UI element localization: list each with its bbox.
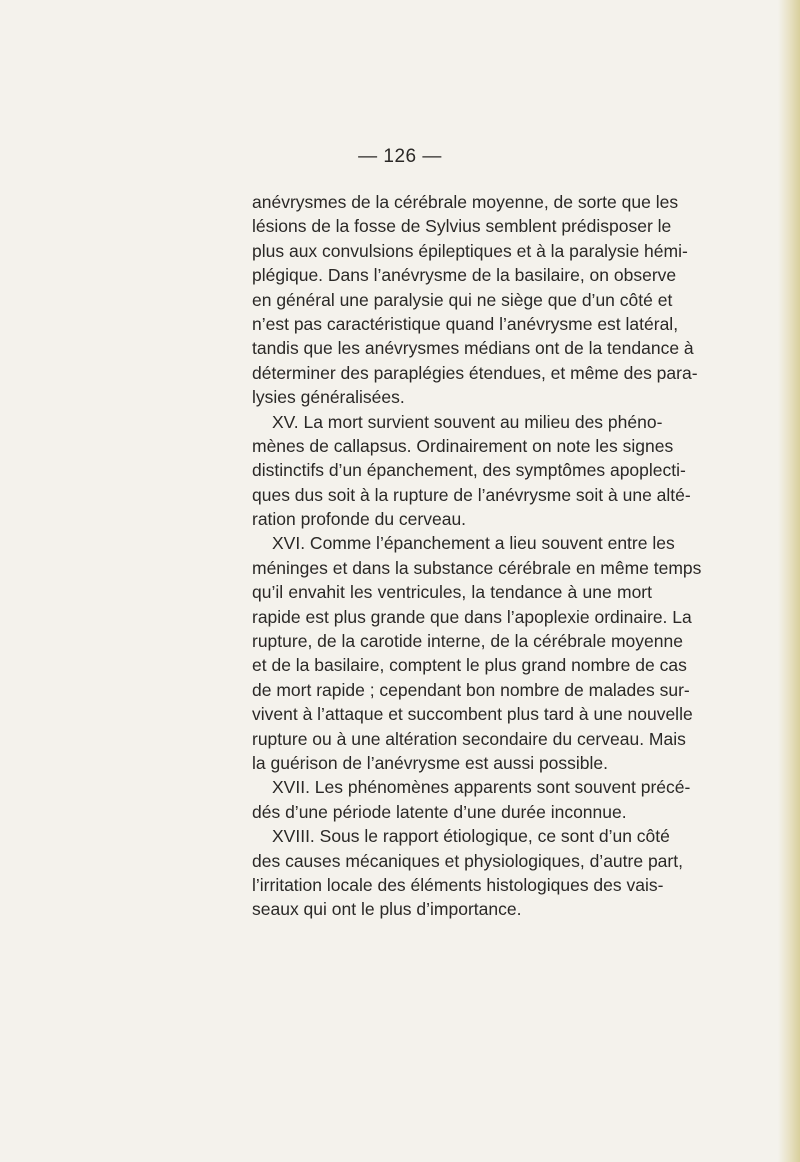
text-line: plus aux convulsions épileptiques et à la paralysie hémi-: [252, 240, 688, 261]
text-line: XVIII. Sous le rapport étiologique, ce sont d’un côté: [272, 826, 670, 847]
page-number: — 126 —: [358, 146, 442, 167]
text-line: rapide est plus grande que dans l’apoplexie ordinaire. La: [252, 606, 692, 627]
text-line: déterminer des paraplégies étendues, et même des para-: [252, 362, 698, 383]
text-line: l’irritation locale des éléments histologiques des vais-: [252, 874, 664, 895]
text-line: rupture, de la carotide interne, de la cérébrale moyenne: [252, 631, 683, 652]
text-line: dés d’une période latente d’une durée inconnue.: [252, 801, 627, 822]
text-line: XVI. Comme l’épanchement a lieu souvent entre les: [272, 533, 675, 554]
text-line: ration profonde du cerveau.: [252, 509, 467, 530]
text-line: lysies généralisées.: [252, 387, 405, 408]
page-edge: [778, 0, 800, 1162]
text-line: plégique. Dans l’anévrysme de la basilaire, on observe: [252, 265, 677, 286]
text-line: et de la basilaire, comptent le plus grand nombre de cas: [252, 655, 687, 676]
text-line: rupture ou à une altération secondaire du cerveau. Mais: [252, 728, 686, 749]
text-line: distinctifs d’un épanchement, des symptômes apoplecti-: [252, 460, 686, 481]
text-line: en général une paralysie qui ne siège que d’un côté et: [252, 289, 673, 310]
text-line: seaux qui ont le plus d’importance.: [252, 899, 522, 920]
text-line: la guérison de l’anévrysme est aussi possible.: [252, 752, 609, 773]
text-line: XVII. Les phénomènes apparents sont souvent précé-: [272, 777, 691, 798]
text-line: ques dus soit à la rupture de l’anévrysme soit à une alté-: [252, 484, 691, 505]
text-line: méninges et dans la substance cérébrale en même temps: [252, 557, 702, 578]
text-line: qu’il envahit les ventricules, la tendance à une mort: [252, 582, 652, 603]
text-line: lésions de la fosse de Sylvius semblent prédisposer le: [252, 216, 672, 237]
text-line: des causes mécaniques et physiologiques, d’autre part,: [252, 850, 683, 871]
text-line: vivent à l’attaque et succombent plus tard à une nouvelle: [252, 704, 693, 725]
text-line: tandis que les anévrysmes médians ont de la tendance à: [252, 338, 694, 359]
text-line: n’est pas caractéristique quand l’anévrysme est latéral,: [252, 313, 679, 334]
text-line: mènes de callapsus. Ordinairement on note les signes: [252, 435, 674, 456]
body-text: [252, 190, 702, 922]
text-line: anévrysmes de la cérébrale moyenne, de sorte que les: [252, 192, 679, 212]
text-line: XV. La mort survient souvent au milieu des phéno-: [272, 411, 663, 432]
text-line: de mort rapide ; cependant bon nombre de malades sur-: [252, 679, 690, 700]
